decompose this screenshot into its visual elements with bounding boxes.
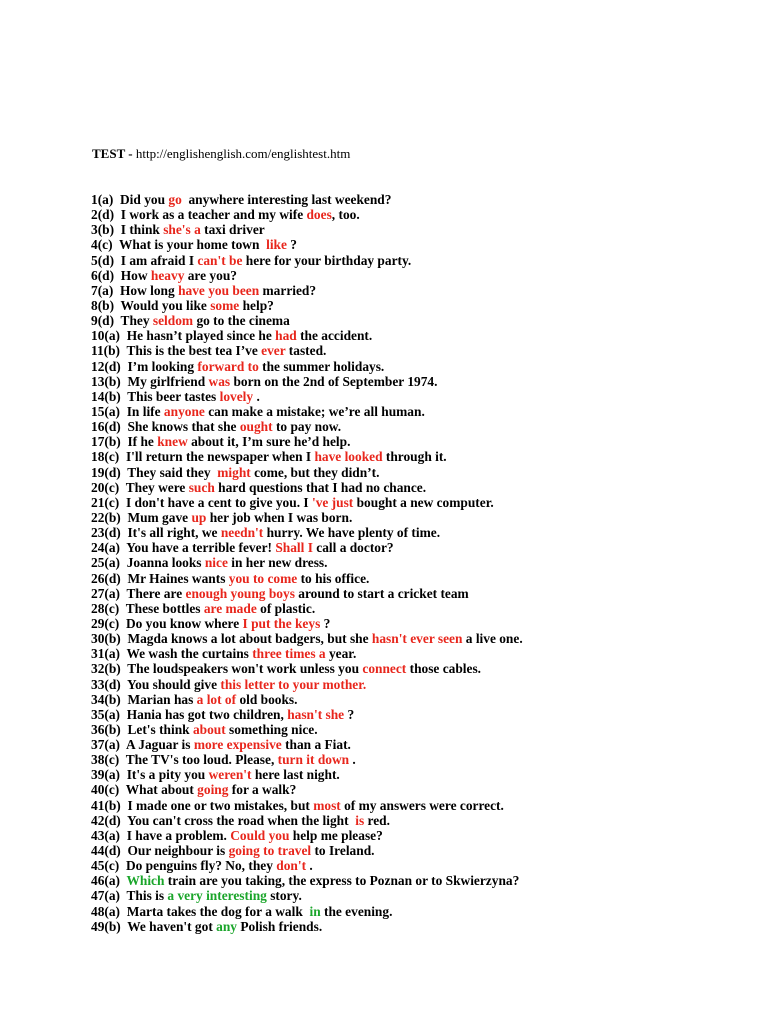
question-item xyxy=(91,571,751,586)
question-number: 41(b) xyxy=(91,797,121,813)
question-text-after: train are you taking, the express to Poznan or to Skwierzyna? xyxy=(164,873,520,889)
question-text-before: I don't have a cent to give you. I xyxy=(125,494,312,510)
question-text-after: than a Fiat. xyxy=(281,737,351,753)
question-number: 13(b) xyxy=(91,373,121,389)
answer-highlight: Could you xyxy=(230,827,290,843)
question-number: 4(c) xyxy=(91,237,113,253)
question-number: 29(c) xyxy=(91,615,120,631)
question-number: 10(a) xyxy=(91,328,121,344)
answer-highlight: might xyxy=(217,464,251,480)
question-text-before: I am afraid I xyxy=(120,252,198,268)
question-text-after: something nice. xyxy=(225,721,318,737)
question-text-before: You should give xyxy=(126,676,221,692)
answer-highlight: lovely xyxy=(219,388,254,404)
question-text-after: the evening. xyxy=(320,903,393,919)
question-text-before: In life xyxy=(126,403,164,419)
answer-highlight: hasn't she xyxy=(287,706,345,722)
answer-highlight: this letter to your mother. xyxy=(220,676,367,692)
question-item xyxy=(91,449,751,464)
question-item xyxy=(91,858,751,873)
question-item xyxy=(91,525,751,540)
question-item xyxy=(91,813,751,828)
answer-highlight: a very interesting xyxy=(167,888,267,904)
question-item xyxy=(91,283,751,298)
question-number: 34(b) xyxy=(91,691,121,707)
question-item xyxy=(91,480,751,495)
question-item xyxy=(91,465,751,480)
question-text-before: They said they xyxy=(127,464,218,480)
question-text-after: the summer holidays. xyxy=(258,358,385,374)
question-text-after: hurry. We have plenty of time. xyxy=(263,525,441,541)
question-text-after: . xyxy=(349,752,356,768)
question-text-before: Marian has xyxy=(127,691,197,707)
answer-highlight: Which xyxy=(126,873,165,889)
answer-highlight: Shall I xyxy=(275,540,313,556)
question-item xyxy=(91,904,751,919)
question-text-after: Polish friends. xyxy=(236,918,323,934)
question-item xyxy=(91,359,751,374)
question-item xyxy=(91,328,751,343)
answer-highlight: up xyxy=(191,509,207,525)
question-number: 22(b) xyxy=(91,509,121,525)
question-number: 36(b) xyxy=(91,721,121,737)
question-text-after: story. xyxy=(266,888,302,904)
question-number: 6(d) xyxy=(91,267,115,283)
question-number: 23(d) xyxy=(91,525,121,541)
question-item xyxy=(91,510,751,525)
question-item xyxy=(91,631,751,646)
question-text-after: of plastic. xyxy=(256,600,316,616)
question-text-before: They xyxy=(120,313,153,329)
question-text-after: in her new dress. xyxy=(227,555,328,571)
test-url[interactable]: http://englishenglish.com/englishtest.htm xyxy=(135,146,351,161)
question-number: 35(a) xyxy=(91,706,121,722)
answer-highlight: go xyxy=(168,192,182,207)
question-item xyxy=(91,873,751,888)
question-number: 45(c) xyxy=(91,858,120,874)
question-text-after: through it. xyxy=(382,449,447,465)
question-number: 14(b) xyxy=(91,388,121,404)
question-item xyxy=(91,616,751,631)
answer-highlight: forward to xyxy=(197,358,259,374)
question-text-after: to his office. xyxy=(297,570,370,586)
question-text-before: I'll return the newspaper when I xyxy=(125,449,315,465)
question-text-after: . xyxy=(306,858,313,874)
question-text-before: Do you know where xyxy=(125,615,243,631)
question-text-after: about it, I’m sure he’d help. xyxy=(187,434,351,450)
question-text-after: of my answers were correct. xyxy=(340,797,504,813)
question-text-before: This is xyxy=(126,888,168,904)
question-item xyxy=(91,253,751,268)
question-text-before: They were xyxy=(125,479,189,495)
question-item xyxy=(91,737,751,752)
question-number: 3(b) xyxy=(91,222,115,238)
question-text-after: ? xyxy=(286,237,297,253)
answer-highlight: don't xyxy=(276,858,307,874)
question-text-after: year. xyxy=(325,646,357,662)
question-number: 31(a) xyxy=(91,646,121,662)
answer-highlight: seldom xyxy=(152,313,194,329)
answer-highlight: enough young boys xyxy=(185,585,295,601)
question-text-after: her job when I was born. xyxy=(206,509,353,525)
answer-highlight: ever xyxy=(261,343,286,359)
question-text-before: I think xyxy=(120,222,164,238)
question-text-after: married? xyxy=(259,282,317,298)
question-text-before: Magda knows a lot about badgers, but she xyxy=(127,631,372,647)
answer-highlight: have looked xyxy=(314,449,383,465)
question-text-before: Would you like xyxy=(120,297,211,313)
question-item xyxy=(91,646,751,661)
question-text-before: Marta takes the dog for a walk xyxy=(126,903,310,919)
question-number: 30(b) xyxy=(91,631,121,647)
question-text-after: here last night. xyxy=(251,767,340,783)
answer-highlight: any xyxy=(216,918,237,934)
question-text-after: red. xyxy=(364,812,390,828)
question-text-before: I’m looking xyxy=(127,358,198,374)
question-text-after: anywhere interesting last weekend? xyxy=(181,192,392,207)
question-text-after: the accident. xyxy=(296,328,373,344)
question-text-before: Did you xyxy=(120,192,169,207)
question-text-before: I work as a teacher and my wife xyxy=(120,207,307,223)
question-text-before: This beer tastes xyxy=(127,388,220,404)
question-number: 27(a) xyxy=(91,585,121,601)
question-text-after: old books. xyxy=(236,691,298,707)
answer-highlight: she's a xyxy=(163,222,201,238)
question-item xyxy=(91,313,751,328)
question-text-after: are you? xyxy=(184,267,237,283)
answer-highlight: hasn't ever seen xyxy=(371,631,463,647)
answer-highlight: had xyxy=(275,328,297,344)
question-number: 43(a) xyxy=(91,827,121,843)
question-number: 12(d) xyxy=(91,358,121,374)
question-item xyxy=(91,495,751,510)
answer-highlight: a lot of xyxy=(196,691,237,707)
test-header xyxy=(92,146,350,162)
question-number: 38(c) xyxy=(91,752,120,768)
question-text-before: A Jaguar is xyxy=(125,737,194,753)
question-number: 48(a) xyxy=(91,903,121,919)
question-text-before: Do penguins fly? No, they xyxy=(125,858,277,874)
question-number: 32(b) xyxy=(91,661,121,677)
answer-highlight: connect xyxy=(362,661,407,677)
question-item xyxy=(91,374,751,389)
question-item xyxy=(91,828,751,843)
question-number: 26(d) xyxy=(91,570,121,586)
question-text-before: She knows that she xyxy=(127,419,240,435)
question-number: 7(a) xyxy=(91,282,114,298)
question-text-after: tasted. xyxy=(285,343,327,359)
question-item xyxy=(91,343,751,358)
question-text-after: to Ireland. xyxy=(311,843,375,859)
question-number: 20(c) xyxy=(91,479,120,495)
answer-highlight: going to travel xyxy=(228,843,312,859)
answer-highlight: like xyxy=(266,237,287,253)
question-number: 40(c) xyxy=(91,782,120,798)
question-number: 37(a) xyxy=(91,737,121,753)
question-text-before: It's a pity you xyxy=(126,767,209,783)
answer-highlight: heavy xyxy=(150,267,185,283)
question-text-after: ? xyxy=(344,706,355,722)
question-item xyxy=(91,919,751,934)
question-item xyxy=(91,268,751,283)
question-text-after: . xyxy=(253,388,260,404)
question-item xyxy=(91,782,751,797)
question-item xyxy=(91,767,751,782)
question-number: 2(d) xyxy=(91,207,115,223)
question-text-after: here for your birthday party. xyxy=(242,252,412,268)
question-item xyxy=(91,389,751,404)
question-text-before: We haven't got xyxy=(127,918,217,934)
question-text-before: You have a terrible fever! xyxy=(126,540,276,556)
question-text-before: Mr Haines wants xyxy=(127,570,229,586)
answer-highlight: does xyxy=(306,207,332,223)
question-text-before: How xyxy=(120,267,151,283)
question-text-after: born on the 2nd of September 1974. xyxy=(230,373,438,389)
question-text-before: The loudspeakers won't work unless you xyxy=(127,661,363,677)
question-number: 1(a) xyxy=(91,192,114,207)
answer-highlight: about xyxy=(192,721,226,737)
question-number: 47(a) xyxy=(91,888,121,904)
question-text-after: those cables. xyxy=(406,661,482,677)
question-number: 9(d) xyxy=(91,313,115,329)
question-text-before: There are xyxy=(126,585,186,601)
question-item xyxy=(91,419,751,434)
question-number: 16(d) xyxy=(91,419,121,435)
test-label: TEST - xyxy=(92,146,136,161)
question-text-before: We wash the curtains xyxy=(126,646,253,662)
question-list xyxy=(91,192,751,934)
question-text-before: It's all right, we xyxy=(127,525,221,541)
question-text-before: Our neighbour is xyxy=(127,843,229,859)
question-item xyxy=(91,888,751,903)
question-number: 19(d) xyxy=(91,464,121,480)
question-text-after: to pay now. xyxy=(272,419,342,435)
question-item xyxy=(91,555,751,570)
answer-highlight: anyone xyxy=(163,403,205,419)
question-text-before: What is your home town xyxy=(119,237,267,253)
answer-highlight: was xyxy=(208,373,231,389)
question-number: 24(a) xyxy=(91,540,121,556)
question-text-after: ? xyxy=(320,615,331,631)
answer-highlight: knew xyxy=(157,434,188,450)
answer-highlight: turn it down xyxy=(277,752,350,768)
question-text-before: Joanna looks xyxy=(126,555,205,571)
answer-highlight: have you been xyxy=(178,282,260,298)
question-text-after: taxi driver xyxy=(200,222,265,238)
question-item xyxy=(91,298,751,313)
question-number: 18(c) xyxy=(91,449,120,465)
answer-highlight: some xyxy=(210,297,240,313)
question-item xyxy=(91,222,751,237)
question-number: 42(d) xyxy=(91,812,121,828)
question-number: 39(a) xyxy=(91,767,121,783)
question-item xyxy=(91,404,751,419)
question-item xyxy=(91,601,751,616)
question-text-after: a live one. xyxy=(462,631,523,647)
question-item xyxy=(91,192,751,207)
question-number: 25(a) xyxy=(91,555,121,571)
answer-highlight: you to come xyxy=(228,570,298,586)
question-text-after: bought a new computer. xyxy=(353,494,494,510)
question-text-after: help me please? xyxy=(289,827,383,843)
question-text-before: Let's think xyxy=(127,721,193,737)
question-item xyxy=(91,207,751,222)
question-number: 44(d) xyxy=(91,843,121,859)
answer-highlight: in xyxy=(309,903,321,919)
answer-highlight: such xyxy=(188,479,215,495)
question-item xyxy=(91,692,751,707)
answer-highlight: weren't xyxy=(208,767,252,783)
question-text-before: These bottles xyxy=(125,600,204,616)
answer-highlight: going xyxy=(197,782,229,798)
question-text-before: You can't cross the road when the light xyxy=(126,812,356,828)
question-item xyxy=(91,798,751,813)
question-text-before: This is the best tea I’ve xyxy=(126,343,262,359)
question-item xyxy=(91,677,751,692)
question-item xyxy=(91,722,751,737)
question-text-after: come, but they didn’t. xyxy=(250,464,380,480)
answer-highlight: most xyxy=(313,797,341,813)
answer-highlight: I put the keys xyxy=(242,615,321,631)
question-text-before: I made one or two mistakes, but xyxy=(127,797,314,813)
question-item xyxy=(91,434,751,449)
answer-highlight: three times a xyxy=(252,646,326,662)
question-item xyxy=(91,540,751,555)
answer-highlight: 've just xyxy=(311,494,354,510)
question-item xyxy=(91,586,751,601)
question-text-after: around to start a cricket team xyxy=(294,585,469,601)
question-text-before: The TV's too loud. Please, xyxy=(125,752,278,768)
question-text-before: I have a problem. xyxy=(126,827,231,843)
question-number: 8(b) xyxy=(91,297,115,313)
question-item xyxy=(91,707,751,722)
answer-highlight: can't be xyxy=(197,252,243,268)
question-number: 21(c) xyxy=(91,494,120,510)
question-number: 49(b) xyxy=(91,918,121,934)
question-text-before: If he xyxy=(127,434,158,450)
question-text-after: hard questions that I had no chance. xyxy=(214,479,427,495)
question-number: 17(b) xyxy=(91,434,121,450)
question-text-before: What about xyxy=(125,782,198,798)
question-number: 28(c) xyxy=(91,600,120,616)
question-item xyxy=(91,237,751,252)
question-text-before: How long xyxy=(120,282,179,298)
answer-highlight: nice xyxy=(204,555,228,571)
question-text-before: Mum gave xyxy=(127,509,192,525)
question-text-after: , too. xyxy=(331,207,360,223)
question-item xyxy=(91,843,751,858)
question-text-after: go to the cinema xyxy=(193,313,290,329)
answer-highlight: ought xyxy=(239,419,273,435)
question-text-after: call a doctor? xyxy=(312,540,394,556)
question-number: 33(d) xyxy=(91,676,121,692)
question-item xyxy=(91,752,751,767)
answer-highlight: more expensive xyxy=(193,737,282,753)
question-text-after: for a walk? xyxy=(228,782,297,798)
question-number: 46(a) xyxy=(91,873,121,889)
answer-highlight: is xyxy=(355,812,365,828)
question-text-after: help? xyxy=(239,297,274,313)
question-number: 11(b) xyxy=(91,343,121,359)
question-text-before: Hania has got two children, xyxy=(126,706,288,722)
question-text-after: can make a mistake; we’re all human. xyxy=(204,403,425,419)
question-text-before: He hasn’t played since he xyxy=(126,328,276,344)
question-text-before: My girlfriend xyxy=(127,373,209,389)
question-item xyxy=(91,661,751,676)
answer-highlight: needn't xyxy=(220,525,264,541)
answer-highlight: are made xyxy=(203,600,257,616)
question-number: 5(d) xyxy=(91,252,115,268)
question-number: 15(a) xyxy=(91,403,121,419)
